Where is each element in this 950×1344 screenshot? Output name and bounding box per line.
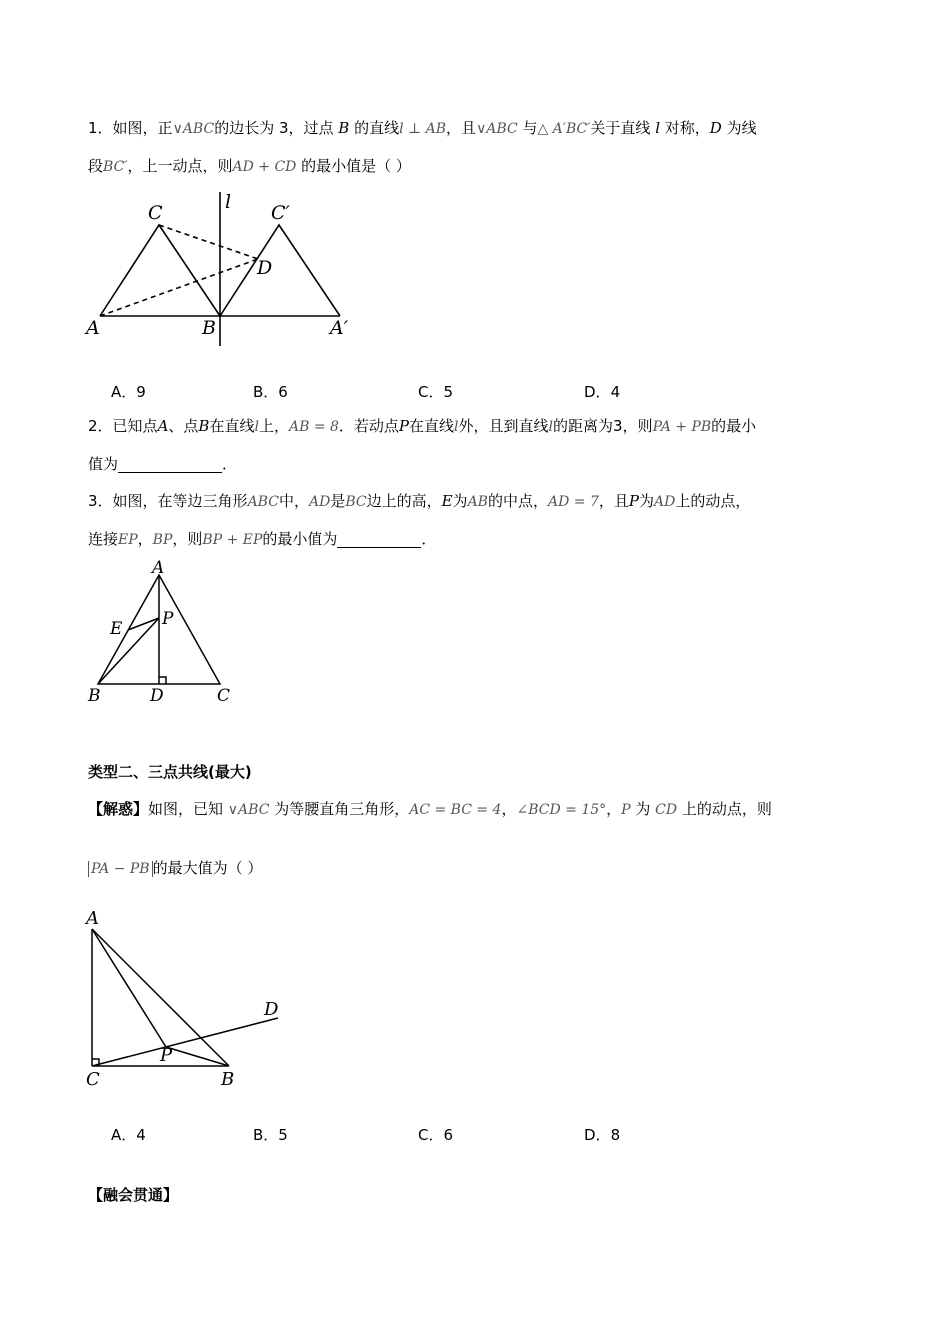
math-expr: AD = 7 (547, 494, 599, 510)
q1-figure (80, 188, 380, 348)
point-label: D (709, 119, 722, 137)
q3-text: 的中点， (487, 492, 548, 510)
q1-text: 的最小值是（ ） (296, 157, 411, 175)
q3-text: 为 (452, 492, 468, 510)
segment-ap (92, 929, 166, 1047)
q2-text: 上， (258, 417, 289, 435)
q2-number: 2． (88, 417, 113, 435)
math-expr: ABC (247, 494, 279, 510)
math-expr: ∨ABC (227, 802, 270, 818)
line-label: l (254, 419, 259, 435)
math-expr: BP + EP (202, 532, 263, 548)
point-label: P (398, 417, 410, 435)
q1-line-2 (88, 155, 411, 178)
q3-text: ，且 (598, 492, 629, 510)
q3-text: 连接 (88, 530, 119, 548)
q3-text: 是 (330, 492, 346, 510)
q1-option-b[interactable]: B．6 (253, 383, 288, 401)
q2-text: 已知点 (112, 417, 158, 435)
triangle-abc (100, 225, 220, 316)
label-C: C (148, 202, 163, 224)
q3-text: 边上的高， (366, 492, 442, 510)
math-expr: l ⊥ AB (399, 121, 447, 137)
label-A: A (152, 558, 165, 578)
section-option-b[interactable]: B．5 (253, 1126, 288, 1144)
q1-number: 1． (88, 119, 113, 137)
q1-text: 与 (517, 119, 538, 137)
label-l: l (225, 191, 232, 213)
q3-text: 为 (638, 492, 654, 510)
q1-text: ，上一动点，则 (127, 157, 233, 175)
label-E: E (110, 619, 123, 639)
section-text: 为 (630, 800, 656, 818)
q2-text: 在直线 (409, 417, 455, 435)
label-A-prime: A′ (330, 317, 349, 339)
q1-text: 对称， (660, 119, 710, 137)
math-expr: ∨ABC (476, 121, 518, 137)
section-option-d[interactable]: D．8 (584, 1126, 621, 1144)
section-line-1 (88, 798, 772, 821)
q1-option-d[interactable]: D．4 (584, 383, 621, 401)
q2-text: ．若动点 (338, 417, 399, 435)
label-P: P (160, 1045, 173, 1066)
line-label: l (655, 119, 661, 137)
q2-text: 、点 (168, 417, 199, 435)
math-expr: △ A′BC′ (537, 121, 591, 137)
section-option-a[interactable]: A．4 (111, 1126, 146, 1144)
q1-line-1 (88, 117, 757, 140)
right-angle-mark (159, 677, 166, 684)
q3-text: ，则 (172, 530, 203, 548)
ray-cd (92, 1018, 278, 1066)
q1-text: 如图，正 (112, 119, 173, 137)
math-expr: EP (118, 532, 138, 548)
q1-text: 段 (88, 157, 104, 175)
q1-text: 的直线 (349, 119, 400, 137)
section-text: 上的动点，则 (677, 800, 772, 818)
q1-text: ，且 (446, 119, 477, 137)
q2-line-1 (88, 415, 756, 438)
section-option-c[interactable]: C．6 (418, 1126, 454, 1144)
label-P: P (162, 609, 174, 629)
q3-text: 上的动点， (675, 492, 751, 510)
q1-option-c[interactable]: C．5 (418, 383, 454, 401)
q2-text: 在直线 (209, 417, 255, 435)
math-abs: PA − PB (88, 861, 153, 877)
math-expr: AD (653, 494, 676, 510)
section-heading: 类型二、三点共线(最大) (88, 763, 252, 781)
math-expr: BP (152, 532, 173, 548)
label-D: D (264, 999, 279, 1020)
section-line-2 (88, 857, 262, 880)
label-B: B (221, 1069, 235, 1090)
math-expr: AC = BC = 4 (409, 802, 502, 818)
q1-option-a[interactable]: A．9 (111, 383, 146, 401)
footer-heading: 【融会贯通】 (88, 1186, 179, 1204)
dashed-ad (100, 259, 258, 316)
label-C: C (86, 1069, 100, 1090)
q1-text: 关于直线 (590, 119, 656, 137)
q3-number: 3． (88, 492, 113, 510)
q3-line-2 (88, 528, 436, 551)
q2-text: 的最小 (711, 417, 757, 435)
point-label: A (157, 417, 169, 435)
section-text: 如图，已知 (148, 800, 228, 818)
math-expr: BC′ (103, 159, 128, 175)
q2-text: ． (222, 455, 238, 473)
math-expr: AB (467, 494, 488, 510)
section-text: ， (501, 800, 517, 818)
q3-text: 中， (278, 492, 309, 510)
answer-blank[interactable] (337, 531, 421, 548)
math-expr: AD + CD (232, 159, 297, 175)
section-text: 为等腰直角三角形， (269, 800, 410, 818)
answer-blank[interactable] (118, 456, 222, 473)
q3-text: ． (421, 530, 437, 548)
q2-text: 值为 (88, 455, 119, 473)
label-B: B (202, 317, 216, 339)
point-label: B (198, 417, 210, 435)
math-expr: ∨ABC (172, 121, 215, 137)
math-expr: AD (308, 494, 331, 510)
q3-figure (80, 558, 250, 708)
math-expr: P (621, 802, 631, 818)
label-C-prime: C′ (271, 202, 290, 224)
math-expr: BC (345, 494, 367, 510)
label-D: D (150, 686, 164, 706)
label-D: D (257, 257, 273, 279)
section-tag: 【解惑】 (88, 800, 149, 818)
segment-bp (98, 618, 159, 684)
point-label: P (628, 492, 639, 510)
label-C: C (217, 686, 231, 706)
q2-text: 外，且到直线 (458, 417, 549, 435)
section-text: ， (606, 800, 622, 818)
q2-text: 的距离为3，则 (553, 417, 653, 435)
label-A: A (86, 908, 99, 929)
line-label: l (548, 419, 554, 435)
point-label: E (441, 492, 453, 510)
section-figure (80, 905, 290, 1090)
label-B: B (88, 686, 101, 706)
q3-line-1 (88, 490, 750, 513)
label-A: A (86, 317, 100, 339)
triangle-a2bc2 (220, 225, 340, 316)
math-expr: CD (655, 802, 678, 818)
q3-text: ， (137, 530, 153, 548)
section-text: 的最大值为（ ） (152, 859, 263, 877)
q1-text: 为线 (721, 119, 757, 137)
dashed-cd (159, 225, 258, 259)
q3-text: 如图，在等边三角形 (112, 492, 248, 510)
line-label: l (454, 419, 459, 435)
math-expr: PA + PB (652, 419, 712, 435)
q3-text: 的最小值为 (262, 530, 338, 548)
q1-text: 的边长为 3，过点 (214, 119, 339, 137)
q2-line-2 (88, 453, 237, 475)
math-expr: ∠BCD = 15° (516, 802, 607, 818)
math-expr: AB = 8 (288, 419, 339, 435)
point-label: B (338, 119, 350, 137)
